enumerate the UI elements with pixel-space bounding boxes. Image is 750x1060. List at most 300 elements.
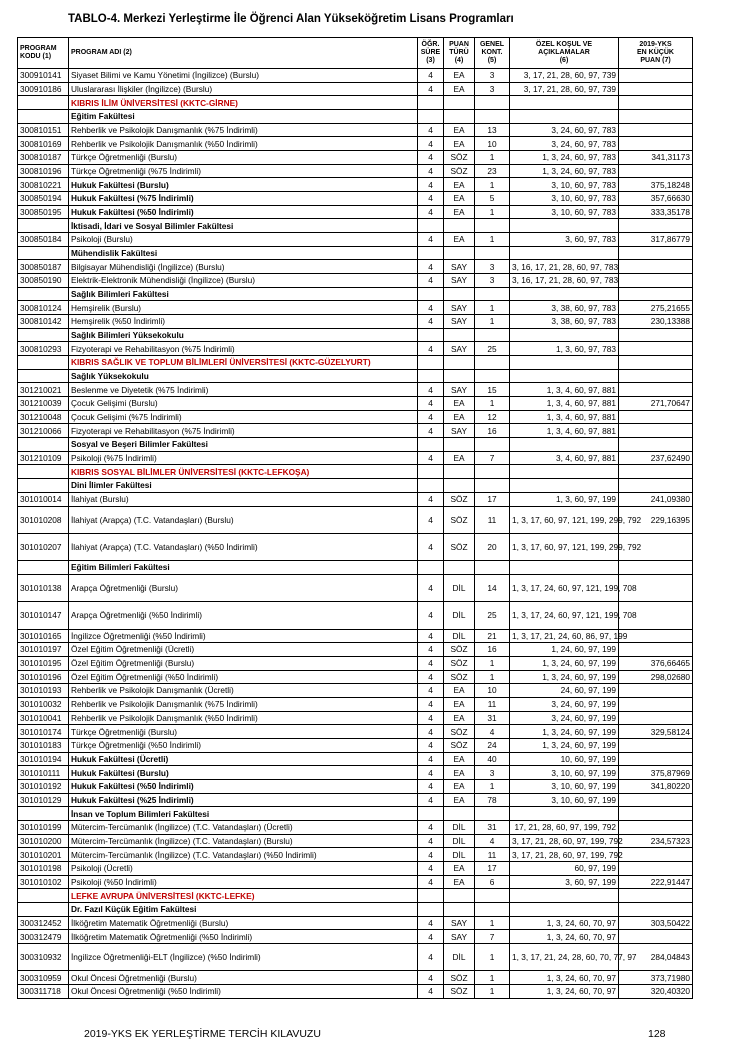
score-type-cell: SAY [444,260,475,274]
empty-cell [418,369,444,383]
conditions-cell: 1, 3, 4, 60, 97, 881 [510,383,619,397]
table-row [18,916,693,930]
empty-cell [475,219,510,233]
program-code-cell: 301010183 [18,738,69,752]
score-type-cell: EA [444,451,475,465]
min-score-cell [619,342,693,356]
quota-cell: 1 [475,178,510,192]
header-min-score: 2019-YKS EN KÜÇÜK PUAN (7) [619,38,693,69]
program-name-cell: Fizyoterapi ve Rehabilitasyon (%75 İndirimli) [69,424,418,438]
score-type-cell: EA [444,233,475,247]
min-score-cell [619,82,693,96]
program-name-cell: İlköğretim Matematik Öğretmenliği (Burslu) [69,916,418,930]
programs-table [17,37,693,999]
conditions-cell: 3, 17, 21, 28, 60, 97, 199, 792 [510,848,619,862]
min-score-cell: 234,57323 [619,834,693,848]
empty-cell [619,356,693,370]
duration-cell: 4 [418,711,444,725]
min-score-cell [619,862,693,876]
min-score-cell: 375,87969 [619,766,693,780]
table-row [18,82,693,96]
program-code-cell: 301010129 [18,793,69,807]
program-code-cell: 300311718 [18,985,69,999]
score-type-cell: EA [444,192,475,206]
program-name-cell: Hukuk Fakültesi (%50 İndirimli) [69,780,418,794]
empty-cell [444,465,475,479]
quota-cell: 1 [475,397,510,411]
duration-cell: 4 [418,656,444,670]
score-type-cell: DİL [444,821,475,835]
quota-cell: 3 [475,82,510,96]
quota-cell: 11 [475,506,510,533]
duration-cell: 4 [418,233,444,247]
conditions-cell: 1, 3, 24, 60, 70, 97 [510,985,619,999]
duration-cell: 4 [418,315,444,329]
score-type-cell: SAY [444,930,475,944]
empty-cell [444,903,475,917]
faculty-name: Dr. Fazıl Küçük Eğitim Fakültesi [69,903,418,917]
quota-cell: 78 [475,793,510,807]
score-type-cell: EA [444,766,475,780]
program-code-cell: 301010193 [18,684,69,698]
conditions-cell: 1, 3, 24, 60, 97, 783 [510,151,619,165]
table-row [18,971,693,985]
empty-cell [418,219,444,233]
quota-cell: 1 [475,301,510,315]
quota-cell: 4 [475,725,510,739]
duration-cell: 4 [418,821,444,835]
empty-cell [18,328,69,342]
table-row [18,793,693,807]
program-code-cell: 301010201 [18,848,69,862]
faculty-row [18,807,693,821]
empty-cell [418,328,444,342]
program-code-cell: 301010014 [18,492,69,506]
min-score-cell: 375,18248 [619,178,693,192]
program-code-cell: 300310959 [18,971,69,985]
min-score-cell [619,738,693,752]
score-type-cell: EA [444,697,475,711]
conditions-cell: 3, 24, 60, 97, 199 [510,697,619,711]
min-score-cell [619,793,693,807]
empty-cell [18,807,69,821]
program-name-cell: Siyaset Bilimi ve Kamu Yönetimi (İngilizce) (Burslu) [69,69,418,83]
quota-cell: 40 [475,752,510,766]
empty-cell [18,561,69,575]
program-name-cell: Türkçe Öğretmenliği (Burslu) [69,725,418,739]
conditions-cell: 1, 3, 4, 60, 97, 881 [510,424,619,438]
university-row [18,96,693,110]
empty-cell [619,465,693,479]
table-row [18,233,693,247]
program-name-cell: Arapça Öğretmenliği (Burslu) [69,574,418,601]
min-score-cell [619,848,693,862]
duration-cell: 4 [418,848,444,862]
conditions-cell: 3, 17, 21, 28, 60, 97, 739 [510,82,619,96]
empty-cell [619,889,693,903]
min-score-cell: 303,50422 [619,916,693,930]
faculty-name: Sosyal ve Beşeri Bilimler Fakültesi [69,438,418,452]
program-code-cell: 301010195 [18,656,69,670]
program-name-cell: Hukuk Fakültesi (Ücretli) [69,752,418,766]
empty-cell [510,246,619,260]
duration-cell: 4 [418,944,444,971]
faculty-name: Eğitim Bilimleri Fakültesi [69,561,418,575]
min-score-cell: 317,86779 [619,233,693,247]
empty-cell [475,246,510,260]
quota-cell: 31 [475,821,510,835]
min-score-cell [619,164,693,178]
quota-cell: 1 [475,315,510,329]
conditions-cell: 3, 16, 17, 21, 28, 60, 97, 783 [510,274,619,288]
empty-cell [444,889,475,903]
duration-cell: 4 [418,766,444,780]
min-score-cell: 373,71980 [619,971,693,985]
program-code-cell: 300312452 [18,916,69,930]
quota-cell: 1 [475,916,510,930]
empty-cell [444,328,475,342]
quota-cell: 23 [475,164,510,178]
program-code-cell: 300810151 [18,123,69,137]
program-code-cell: 301010196 [18,670,69,684]
program-name-cell: Türkçe Öğretmenliği (%50 İndirimli) [69,738,418,752]
page-title: TABLO-4. Merkezi Yerleştirme İle Öğrenci Alan Yükseköğretim Lisans Programları [68,13,514,25]
table-row [18,178,693,192]
table-row [18,684,693,698]
page-number: 128 [648,1028,666,1040]
score-type-cell: SAY [444,301,475,315]
quota-cell: 7 [475,451,510,465]
min-score-cell: 320,40320 [619,985,693,999]
min-score-cell [619,711,693,725]
score-type-cell: EA [444,178,475,192]
program-code-cell: 300910141 [18,69,69,83]
conditions-cell: 1, 3, 60, 97, 199 [510,492,619,506]
duration-cell: 4 [418,780,444,794]
table-row [18,711,693,725]
empty-cell [619,438,693,452]
table-row [18,766,693,780]
min-score-cell [619,274,693,288]
empty-cell [444,807,475,821]
program-code-cell: 301010174 [18,725,69,739]
table-row [18,151,693,165]
empty-cell [510,328,619,342]
empty-cell [418,110,444,124]
empty-cell [18,110,69,124]
table-row [18,260,693,274]
empty-cell [418,561,444,575]
conditions-cell: 3, 10, 60, 97, 783 [510,178,619,192]
faculty-row [18,287,693,301]
program-code-cell: 300810142 [18,315,69,329]
program-name-cell: Rehberlik ve Psikolojik Danışmanlık (%50 İndirimli) [69,137,418,151]
empty-cell [475,287,510,301]
conditions-cell: 17, 21, 28, 60, 97, 199, 792 [510,821,619,835]
empty-cell [418,479,444,493]
university-name: KIBRIS SOSYAL BİLİMLER ÜNİVERSİTESİ (KKTC-LEFKOŞA) [69,465,418,479]
faculty-name: Mühendislik Fakültesi [69,246,418,260]
quota-cell: 17 [475,492,510,506]
quota-cell: 20 [475,533,510,560]
empty-cell [619,110,693,124]
table-row [18,862,693,876]
conditions-cell: 3, 10, 60, 97, 199 [510,793,619,807]
program-name-cell: İlahiyat (Arapça) (T.C. Vatandaşları) (Burslu) [69,506,418,533]
table-row [18,875,693,889]
quota-cell: 11 [475,848,510,862]
table-row [18,697,693,711]
duration-cell: 4 [418,82,444,96]
empty-cell [619,369,693,383]
empty-cell [619,328,693,342]
program-code-cell: 300810169 [18,137,69,151]
empty-cell [444,369,475,383]
quota-cell: 25 [475,342,510,356]
score-type-cell: SÖZ [444,656,475,670]
program-code-cell: 301010197 [18,643,69,657]
table-row [18,821,693,835]
score-type-cell: EA [444,397,475,411]
program-name-cell: Çocuk Gelişimi (%75 İndirimli) [69,410,418,424]
conditions-cell: 1, 3, 17, 21, 24, 28, 60, 70, 77, 97 [510,944,619,971]
quota-cell: 14 [475,574,510,601]
duration-cell: 4 [418,738,444,752]
conditions-cell: 1, 3, 24, 60, 97, 199 [510,725,619,739]
table-row [18,656,693,670]
duration-cell: 4 [418,260,444,274]
university-row [18,465,693,479]
min-score-cell [619,69,693,83]
empty-cell [510,110,619,124]
table-row [18,985,693,999]
score-type-cell: DİL [444,574,475,601]
empty-cell [510,889,619,903]
min-score-cell: 329,58124 [619,725,693,739]
min-score-cell [619,410,693,424]
empty-cell [418,438,444,452]
table-row [18,738,693,752]
program-code-cell: 300312479 [18,930,69,944]
min-score-cell [619,643,693,657]
conditions-cell: 3, 10, 60, 97, 783 [510,205,619,219]
score-type-cell: DİL [444,944,475,971]
empty-cell [510,356,619,370]
conditions-cell: 1, 3, 4, 60, 97, 881 [510,410,619,424]
score-type-cell: EA [444,684,475,698]
table-row [18,410,693,424]
score-type-cell: EA [444,410,475,424]
faculty-row [18,369,693,383]
faculty-row [18,328,693,342]
empty-cell [510,807,619,821]
program-name-cell: Arapça Öğretmenliği (%50 İndirimli) [69,602,418,629]
quota-cell: 1 [475,656,510,670]
empty-cell [510,219,619,233]
table-row [18,451,693,465]
min-score-cell: 341,80220 [619,780,693,794]
program-name-cell: İngilizce Öğretmenliği-ELT (İngilizce) (%50 İndirimli) [69,944,418,971]
quota-cell: 1 [475,985,510,999]
empty-cell [18,246,69,260]
score-type-cell: DİL [444,848,475,862]
quota-cell: 7 [475,930,510,944]
program-name-cell: Okul Öncesi Öğretmenliği (Burslu) [69,971,418,985]
program-code-cell: 301010207 [18,533,69,560]
duration-cell: 4 [418,164,444,178]
table-row [18,301,693,315]
quota-cell: 3 [475,69,510,83]
program-code-cell: 300810221 [18,178,69,192]
table-row [18,164,693,178]
empty-cell [18,356,69,370]
empty-cell [444,110,475,124]
empty-cell [418,287,444,301]
conditions-cell: 1, 3, 4, 60, 97, 881 [510,397,619,411]
program-code-cell: 301010198 [18,862,69,876]
duration-cell: 4 [418,301,444,315]
program-code-cell: 300850190 [18,274,69,288]
program-name-cell: Özel Eğitim Öğretmenliği (%50 İndirimli) [69,670,418,684]
table-row [18,670,693,684]
program-name-cell: Bilgisayar Mühendisliği (İngilizce) (Burslu) [69,260,418,274]
duration-cell: 4 [418,862,444,876]
min-score-cell: 357,66630 [619,192,693,206]
conditions-cell: 1, 3, 60, 97, 783 [510,342,619,356]
program-name-cell: Rehberlik ve Psikolojik Danışmanlık (%50 İndirimli) [69,711,418,725]
header-program-name: PROGRAM ADI (2) [69,38,418,69]
empty-cell [510,465,619,479]
empty-cell [475,479,510,493]
program-name-cell: Mütercim-Tercümanlık (İngilizce) (T.C. Vatandaşları) (Burslu) [69,834,418,848]
score-type-cell: SAY [444,274,475,288]
empty-cell [418,903,444,917]
empty-cell [444,246,475,260]
quota-cell: 3 [475,766,510,780]
table-row [18,342,693,356]
empty-cell [444,479,475,493]
quota-cell: 6 [475,875,510,889]
table-row [18,506,693,533]
faculty-row [18,110,693,124]
score-type-cell: SÖZ [444,506,475,533]
quota-cell: 24 [475,738,510,752]
min-score-cell [619,260,693,274]
table-row [18,192,693,206]
program-name-cell: Hukuk Fakültesi (%50 İndirimli) [69,205,418,219]
min-score-cell [619,383,693,397]
program-code-cell: 301010192 [18,780,69,794]
conditions-cell: 3, 16, 17, 21, 28, 60, 97, 783 [510,260,619,274]
conditions-cell: 1, 3, 17, 24, 60, 97, 121, 199, 708 [510,602,619,629]
duration-cell: 4 [418,697,444,711]
program-name-cell: Hukuk Fakültesi (%75 İndirimli) [69,192,418,206]
program-code-cell: 301210109 [18,451,69,465]
program-code-cell: 300850187 [18,260,69,274]
table-row [18,205,693,219]
table-row [18,397,693,411]
table-row [18,69,693,83]
table-row [18,315,693,329]
min-score-cell [619,137,693,151]
empty-cell [418,246,444,260]
program-code-cell: 300910186 [18,82,69,96]
min-score-cell: 271,70647 [619,397,693,411]
table-row [18,848,693,862]
quota-cell: 17 [475,862,510,876]
conditions-cell: 1, 3, 17, 21, 24, 60, 86, 97, 199 [510,629,619,643]
conditions-cell: 3, 24, 60, 97, 199 [510,711,619,725]
empty-cell [18,903,69,917]
program-code-cell: 301010194 [18,752,69,766]
duration-cell: 4 [418,151,444,165]
program-name-cell: Elektrik-Elektronik Mühendisliği (İngilizce) (Burslu) [69,274,418,288]
score-type-cell: SÖZ [444,985,475,999]
conditions-cell: 24, 60, 97, 199 [510,684,619,698]
empty-cell [475,356,510,370]
score-type-cell: SÖZ [444,492,475,506]
quota-cell: 3 [475,274,510,288]
program-name-cell: Türkçe Öğretmenliği (Burslu) [69,151,418,165]
score-type-cell: DİL [444,602,475,629]
score-type-cell: DİL [444,834,475,848]
min-score-cell: 230,13388 [619,315,693,329]
faculty-row [18,219,693,233]
empty-cell [18,219,69,233]
min-score-cell [619,684,693,698]
table-header-row [18,38,693,69]
empty-cell [444,561,475,575]
faculty-row [18,438,693,452]
table-body [18,69,693,999]
quota-cell: 3 [475,260,510,274]
empty-cell [444,287,475,301]
header-program-code: PROGRAM KODU (1) [18,38,69,69]
table-row [18,533,693,560]
faculty-row [18,246,693,260]
table-row [18,492,693,506]
duration-cell: 4 [418,670,444,684]
empty-cell [418,465,444,479]
empty-cell [18,438,69,452]
duration-cell: 4 [418,342,444,356]
program-name-cell: İlahiyat (Burslu) [69,492,418,506]
quota-cell: 1 [475,944,510,971]
conditions-cell: 3, 24, 60, 97, 783 [510,123,619,137]
empty-cell [475,903,510,917]
program-name-cell: Psikoloji (Ücretli) [69,862,418,876]
quota-cell: 1 [475,205,510,219]
faculty-name: Sağlık Bilimleri Fakültesi [69,287,418,301]
program-code-cell: 301010032 [18,697,69,711]
quota-cell: 13 [475,123,510,137]
faculty-row [18,903,693,917]
score-type-cell: SAY [444,342,475,356]
duration-cell: 4 [418,725,444,739]
program-code-cell: 301010102 [18,875,69,889]
program-code-cell: 300810293 [18,342,69,356]
score-type-cell: SAY [444,315,475,329]
program-code-cell: 301010138 [18,574,69,601]
score-type-cell: EA [444,793,475,807]
min-score-cell: 376,66465 [619,656,693,670]
program-code-cell: 301210066 [18,424,69,438]
duration-cell: 4 [418,192,444,206]
duration-cell: 4 [418,205,444,219]
program-code-cell: 301210048 [18,410,69,424]
duration-cell: 4 [418,875,444,889]
score-type-cell: EA [444,205,475,219]
